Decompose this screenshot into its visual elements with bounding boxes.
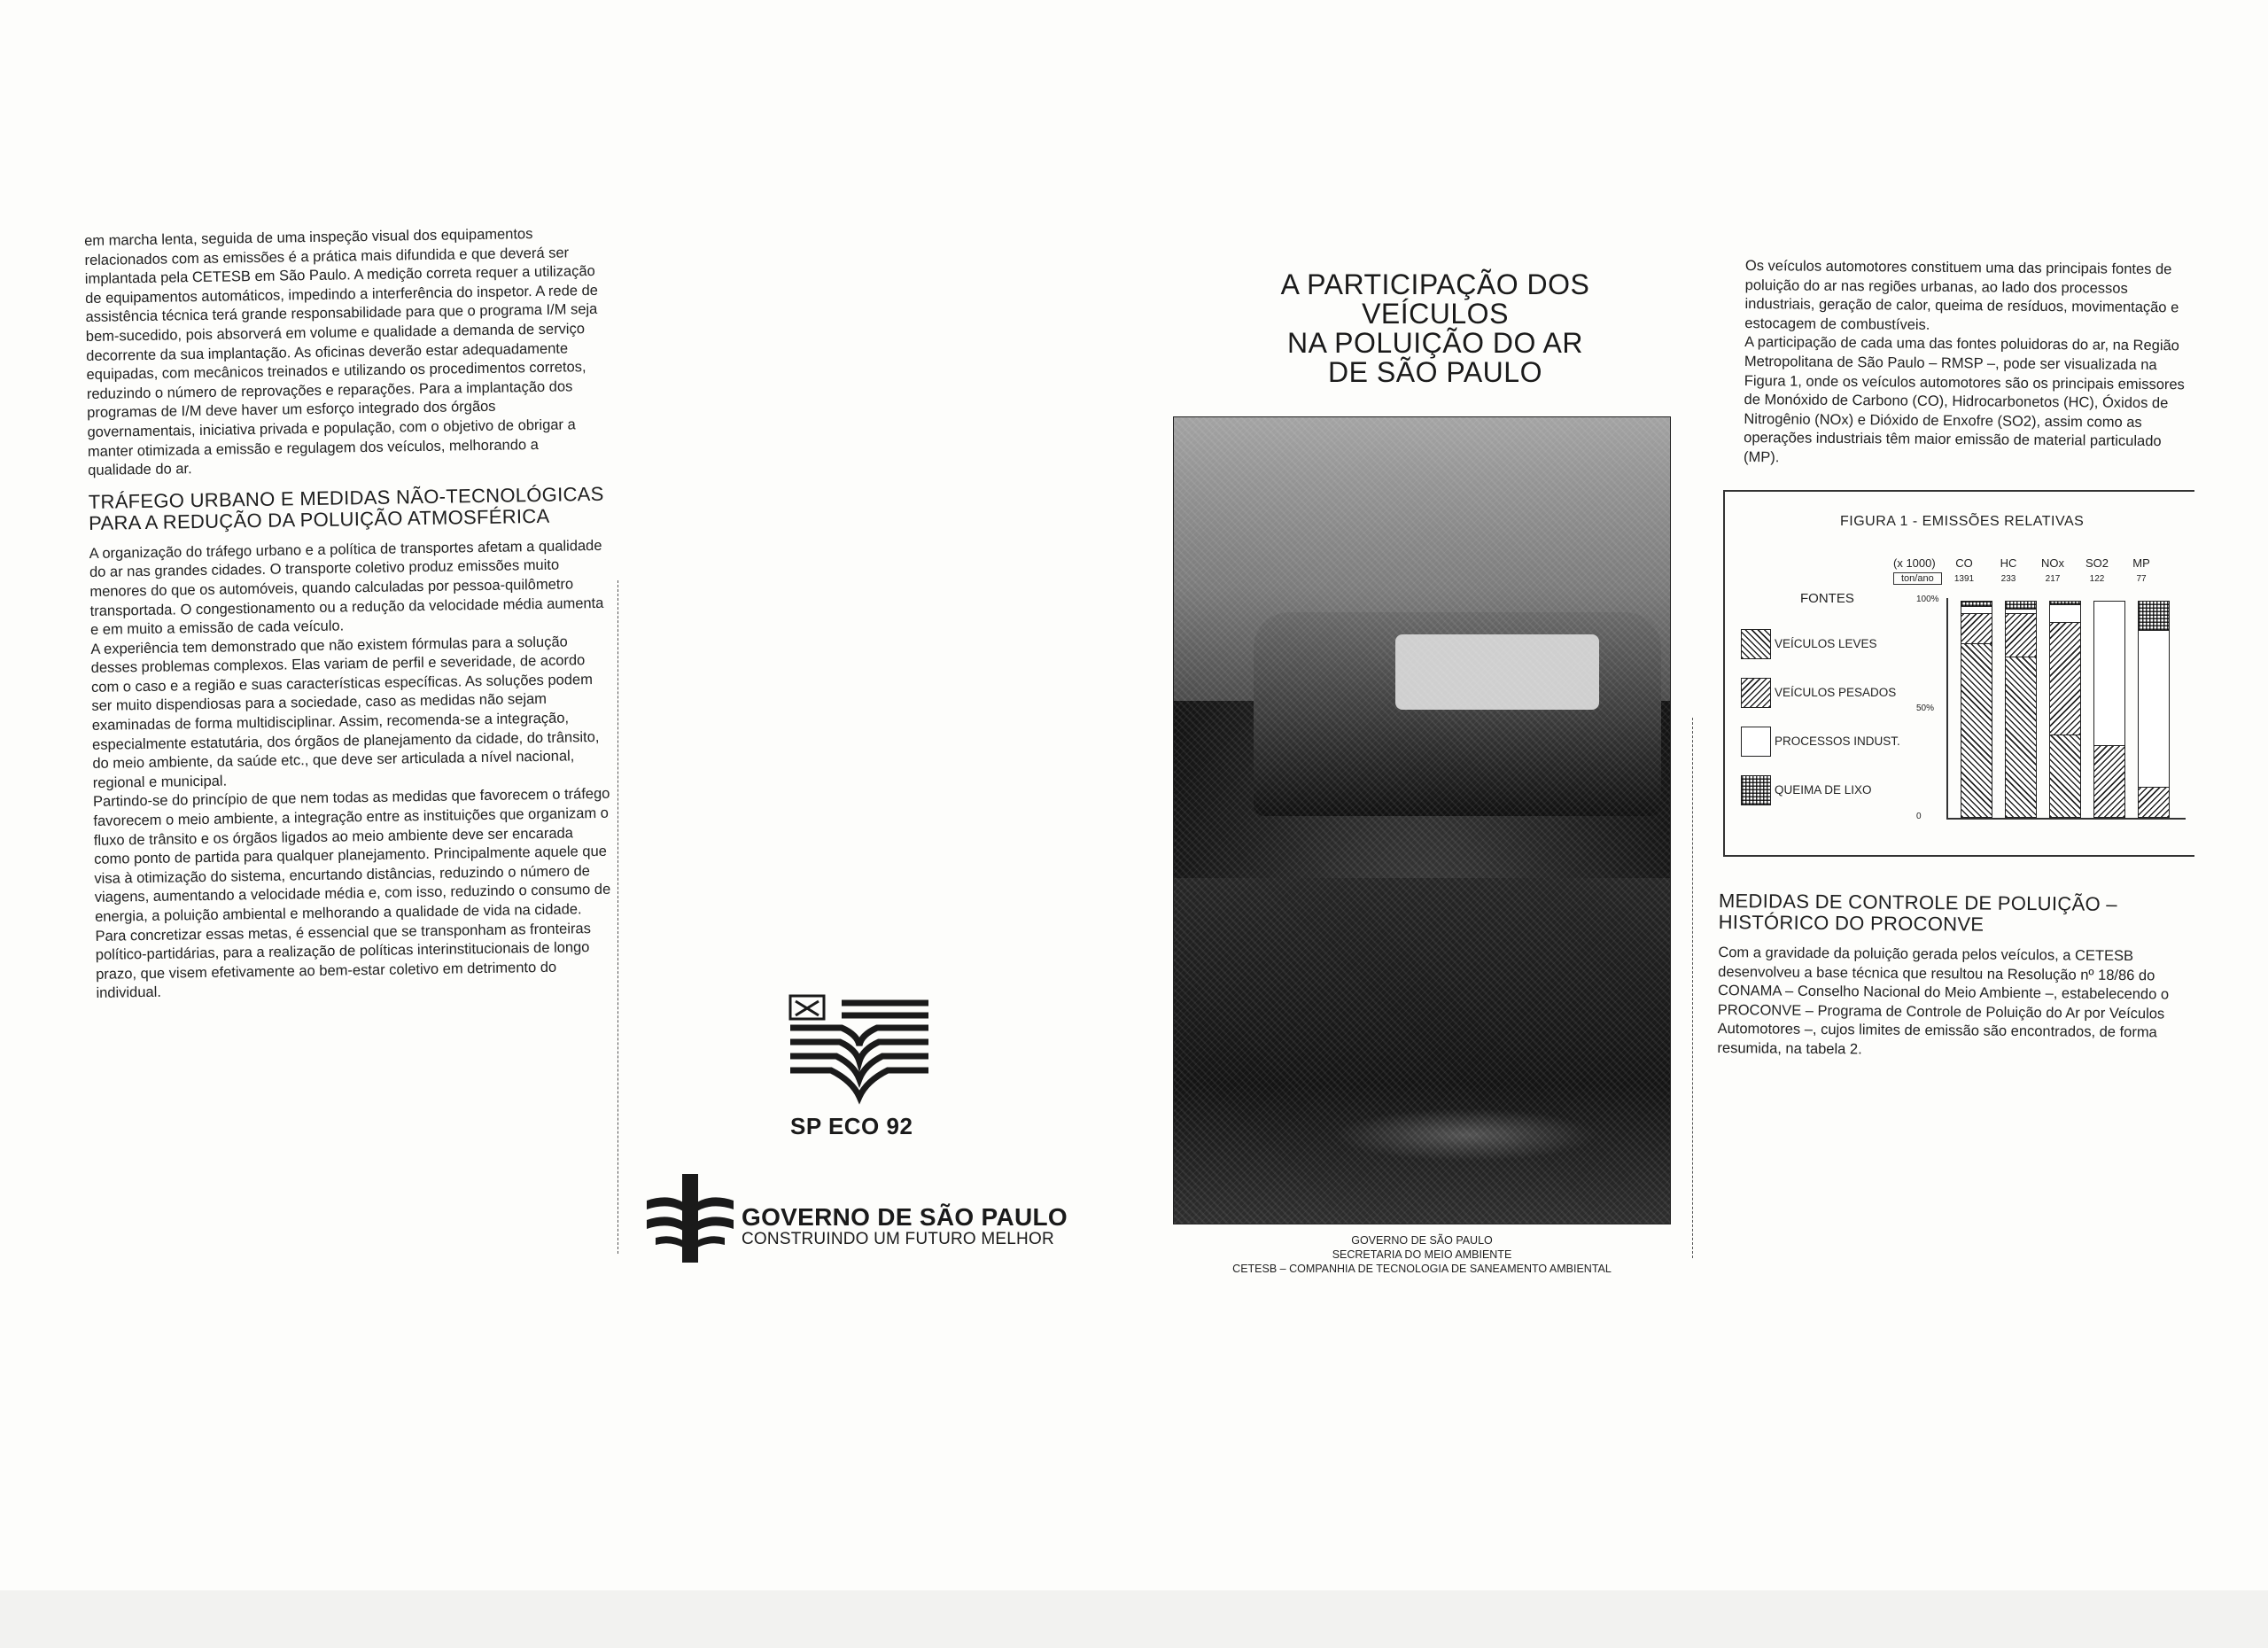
legend-item — [1741, 678, 1918, 713]
legend-label: PROCESSOS INDUST. — [1775, 735, 1900, 748]
cover-credits — [1169, 1233, 1674, 1276]
governo-slogan: CONSTRUINDO UM FUTURO MELHOR — [742, 1230, 1054, 1248]
right-paragraph-2: A participação de cada uma das fontes poluidoras do ar, na Região Metropolitana de São Paulo – RMSP –, pode ser visualizada na Figura 1, onde os veículos automotores são os principais emissores de Monóxido de Carbono (CO), Hidrocarbonetos (HC), Óxidos de Nitrogênio (NOx) e Dióxido de Enxofre (SO2), assim como as operações industriais têm maior emissão de material particulado (MP). — [1743, 334, 2185, 466]
legend-swatch — [1741, 775, 1771, 805]
chart-category-label: MP — [2132, 556, 2150, 570]
chart-bar — [1961, 601, 1992, 818]
legend-label: VEÍCULOS PESADOS — [1775, 686, 1897, 699]
chart-bar-segment — [2094, 601, 2124, 745]
chart-bar-segment — [2050, 601, 2080, 604]
legend-swatch — [1741, 629, 1771, 659]
right-column-lower — [1717, 890, 2179, 1062]
chart-y-axis — [1946, 598, 1948, 820]
chart-category-label: SO2 — [2085, 556, 2109, 570]
cover-title: A PARTICIPAÇÃO DOS VEÍCULOS NA POLUIÇÃO DO AR DE SÃO PAULO — [1280, 268, 1590, 388]
legend-item — [1741, 775, 1918, 811]
chart-bar-segment — [1961, 601, 1992, 606]
chart-y-tick-label: 100% — [1916, 595, 1939, 604]
right-paragraph-1: Os veículos automotores constituem uma das principais fontes de poluição do ar nas regiões urbanas, ao lado dos processos industriais, geração de calor, queima de resíduos, movimentação e estocagem de combustíveis. — [1744, 257, 2179, 333]
chart-header — [1893, 556, 2194, 592]
credit-line-3: CETESB – COMPANHIA DE TECNOLOGIA DE SANEAMENTO AMBIENTAL — [1232, 1263, 1612, 1275]
right-column — [1744, 257, 2188, 471]
governo-emblem-icon — [647, 1174, 735, 1263]
proconve-heading: MEDIDAS DE CONTROLE DE POLUIÇÃO – HISTÓRICO DO PROCONVE — [1718, 890, 2117, 936]
credit-line-2: SECRETARIA DO MEIO AMBIENTE — [1332, 1248, 1512, 1261]
chart-baseline — [1946, 818, 2186, 820]
chart-bar-segment — [2139, 787, 2169, 817]
chart-total-label: 217 — [2045, 574, 2061, 584]
governo-name: GOVERNO DE SÃO PAULO — [742, 1203, 1068, 1231]
chart-bar — [2138, 601, 2170, 818]
left-column — [84, 224, 615, 1004]
left-paragraph-1: A organização do tráfego urbano e a política de transportes afetam a qualidade do ar nas grandes cidades. O transporte coletivo produz emissões muito menores do que os automóveis, quando calculadas por pessoa-quilômetro transportada. O congestionamento ou a redução da velocidade média aumenta e em muito a emissão de cada veículo. — [89, 537, 604, 639]
chart-y-tick-label: 0 — [1916, 812, 1922, 821]
chart-bar-segment — [2050, 622, 2080, 735]
fold-line-right — [1692, 718, 1693, 1258]
left-paragraph-3: Partindo-se do princípio de que nem todas as medidas que favorecem o tráfego favorecem o meio ambiente, a integração entre as instituições que organizam o fluxo de trânsito e os órgãos ligados ao meio ambiente deve ser encarada como ponto de partida para qualquer planejamento. Principalmente aquele que visa à otimização do sistema, encurtando distâncias, reduzindo o número de viagens, aumentando a velocidade média e, com isso, reduzindo o consumo de energia, a poluição ambiental e melhorando a qualidade de vida na cidade. — [92, 786, 611, 925]
chart-bar-segment — [2094, 745, 2124, 817]
fold-line-left — [617, 580, 618, 1254]
speco-label: SP ECO 92 — [790, 1113, 913, 1139]
right-paragraph-3: Com a gravidade da poluição gerada pelos veículos, a CETESB desenvolveu a base técnica que resultou na Resolução nº 18/86 do CONAMA – Conselho Nacional do Meio Ambiente –, estabelecendo o PROCONVE – Programa de Controle de Poluição do Ar por Veículos Automotores –, cujos limites de emissão são encontrados, de forma resumida, na tabela 2. — [1717, 944, 2170, 1058]
chart-bar-segment — [2006, 657, 2036, 817]
chart-bar-segment — [2139, 630, 2169, 786]
chart-category-label: CO — [1955, 556, 1973, 570]
left-intro-paragraph: em marcha lenta, seguida de uma inspeção visual dos equipamentos relacionados com as emissões é a prática mais difundida e que deverá ser implantada pela CETESB em São Paulo. A medição correta requer a utilização de equipamentos automáticos, impedindo a interferência do inspetor. A rede de assistência técnica terá grande responsabilidade para que o programa I/M seja bem-sucedido, pois absorverá em volume e qualidade a demanda de serviço decorrente da sua implantação. As oficinas deverão estar adequadamente equipadas, com mecânicos treinados e utilizando os procedimentos corretos, reduzindo o número de reprovações e reparações. Para a implantação dos programas de I/M deve haver um esforço integrado dos órgãos governamentais, iniciativa privada e população, com o objetivo de obrigar a manter otimizada a emissão e regulagem dos veículos, melhorando a qualidade do ar. — [84, 226, 599, 479]
chart-unit: ton/ano — [1893, 572, 1942, 585]
chart-bar-segment — [2006, 609, 2036, 613]
governo-logo — [647, 1174, 1107, 1263]
speco-emblem-icon — [788, 991, 930, 1106]
left-paragraph-2: A experiência tem demonstrado que não existem fórmulas para a solução desses problemas complexos. Elas variam de perfil e severidade, de acordo com o caso e a região e suas características específicas. As soluções podem ser muito dispendiosas para a sociedade, caso as medidas não sejam examinadas de forma multidisciplinar. Assim, recomenda-se a integração, especialmente estatutária, dos órgãos de planejamento da cidade, do trânsito, do meio ambiente, da saúde etc., que deve ser articulada a nível nacional, regional e municipal. — [90, 634, 600, 791]
legend-item — [1741, 629, 1918, 665]
legend-label: QUEIMA DE LIXO — [1775, 783, 1872, 797]
chart-title: FIGURA 1 - EMISSÕES RELATIVAS — [1840, 514, 2085, 529]
chart-bar — [2093, 601, 2125, 818]
speco-logo — [780, 991, 957, 1140]
chart-category-label: HC — [2000, 556, 2017, 570]
chart-category-label: NOx — [2041, 556, 2064, 570]
legend-swatch — [1741, 727, 1771, 757]
chart-y-tick-label: 50% — [1916, 703, 1935, 713]
scan-border — [0, 1590, 2268, 1648]
chart-bar-segment — [2006, 601, 2036, 609]
chart-bar-segment — [1961, 606, 1992, 612]
chart-total-label: 233 — [2000, 574, 2016, 584]
chart-bar-segment — [1961, 613, 1992, 643]
legend-label: VEÍCULOS LEVES — [1775, 637, 1877, 650]
credit-line-1: GOVERNO DE SÃO PAULO — [1351, 1234, 1493, 1247]
chart-bar-segment — [1961, 643, 1992, 817]
chart-bar-segment — [2139, 601, 2169, 630]
left-paragraph-4: Para concretizar essas metas, é essencial que se transponham as fronteiras político-partidárias, para a realização de políticas interinstitucionais de longo prazo, que visem efetivamente ao bem-estar coletivo em detrimento do individual. — [95, 920, 592, 1002]
chart-plot-area — [1909, 595, 2175, 821]
left-heading: TRÁFEGO URBANO E MEDIDAS NÃO-TECNOLÓGICAS PARA A REDUÇÃO DA POLUIÇÃO ATMOSFÉRICA — [88, 482, 604, 534]
figure-1-chart — [1723, 490, 2194, 857]
chart-bar — [2005, 601, 2037, 818]
legend-swatch — [1741, 678, 1771, 708]
chart-total-label: 122 — [2089, 574, 2105, 584]
legend-item — [1741, 727, 1918, 762]
chart-unit-multiplier: (x 1000) — [1893, 556, 1936, 570]
chart-total-label: 77 — [2136, 574, 2147, 584]
legend-title: FONTES — [1800, 591, 1854, 606]
chart-total-label: 1391 — [1953, 574, 1975, 584]
cover-photo — [1173, 416, 1671, 1224]
chart-bar-segment — [2006, 613, 2036, 657]
chart-bar — [2049, 601, 2081, 818]
chart-bar-segment — [2050, 735, 2080, 817]
chart-bar-segment — [2050, 604, 2080, 622]
